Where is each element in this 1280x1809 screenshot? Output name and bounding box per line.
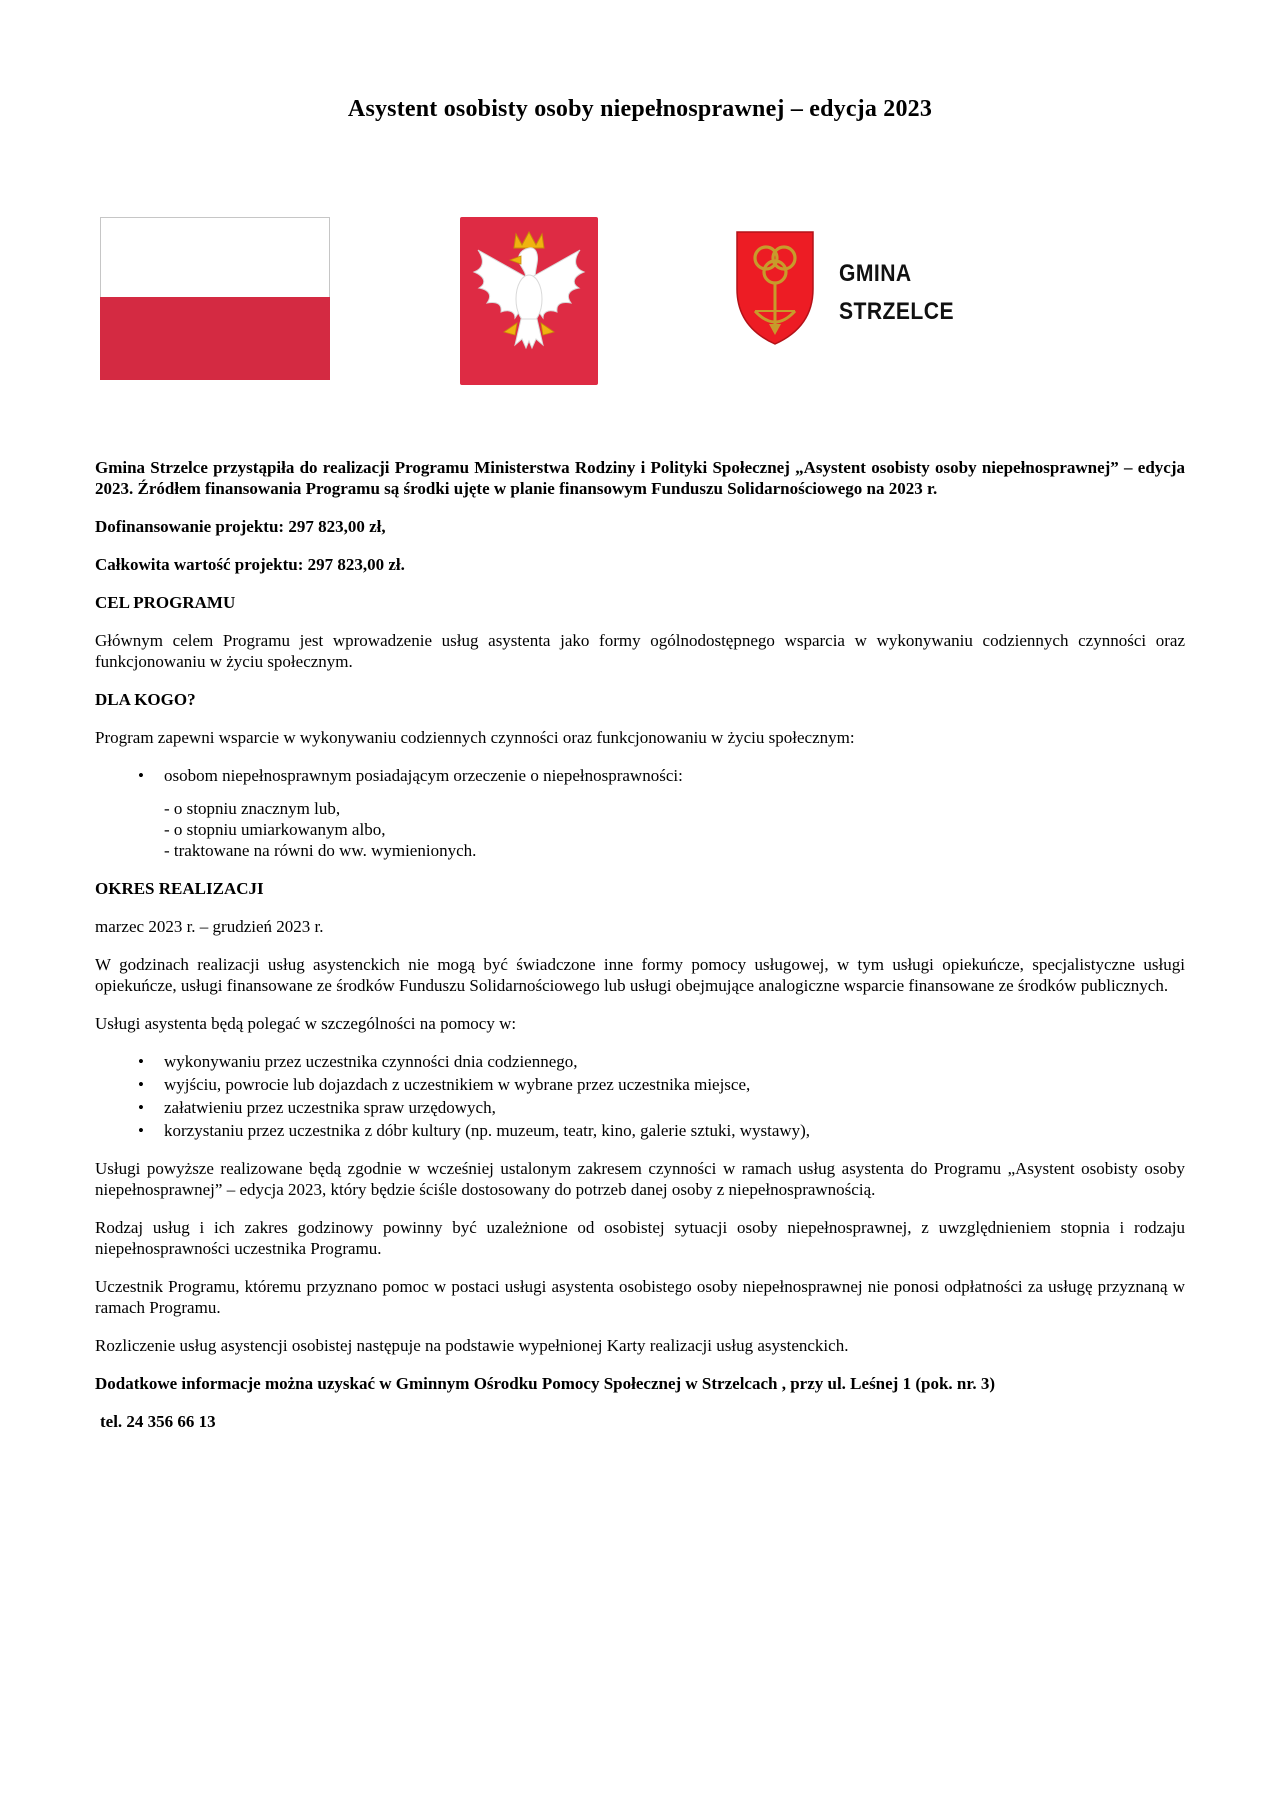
flag-red-stripe — [100, 297, 330, 380]
bullet-icon: • — [138, 1075, 144, 1094]
sublist-item: - o stopniu umiarkowanym albo, — [164, 820, 386, 839]
funding-line: Dofinansowanie projektu: 297 823,00 zł, — [95, 517, 386, 536]
gmina-strzelce-label — [839, 229, 954, 331]
document-body — [95, 457, 1185, 1432]
participant-paragraph: Uczestnik Programu, któremu przyznano pomoc w postaci usługi asystenta osobistego osoby niepełnosprawnej nie ponosi odpłatności za usługę przyznaną w ramach Programu. — [95, 1277, 1185, 1317]
list-item-text: załatwieniu przez uczestnika spraw urzędowych, — [164, 1098, 496, 1117]
settlement-paragraph: Rozliczenie usług asystencji osobistej następuje na podstawie wypełnionej Karty realizacji usług asystenckich. — [95, 1336, 849, 1355]
services-list — [95, 1051, 1185, 1141]
poland-flag-image — [100, 217, 330, 379]
period-heading: OKRES REALIZACJI — [95, 879, 264, 898]
sublist-item: - o stopniu znacznym lub, — [164, 799, 341, 818]
gmina-strzelce-crest-icon — [733, 229, 817, 347]
gmina-label-line1: GMINA — [839, 260, 912, 287]
who-heading: DLA KOGO? — [95, 690, 196, 709]
list-item — [95, 1051, 1185, 1072]
rules-paragraph: W godzinach realizacji usług asystenckich nie mogą być świadczone inne formy pomocy usługowej, w tym usługi opiekuńcze, specjalistyczne usługi opiekuńcze, usługi finansowane ze środków Funduszu Solidarnościowego lub usługi obejmujące analogiczne wsparcie finansowane ze środków publicznych. — [95, 955, 1185, 995]
poland-coat-of-arms-image — [460, 217, 598, 385]
goal-paragraph: Głównym celem Programu jest wprowadzenie usług asystenta jako formy ogólnodostępnego wsparcia w wykonywaniu codziennych czynności oraz funkcjonowaniu w życiu społecznym. — [95, 631, 1185, 671]
who-list — [95, 765, 1185, 861]
list-item-text: wyjściu, powrocie lub dojazdach z uczestnikiem w wybrane przez uczestnika miejsce, — [164, 1075, 751, 1094]
who-paragraph: Program zapewni wsparcie w wykonywaniu codziennych czynności oraz funkcjonowaniu w życiu społecznym: — [95, 728, 855, 747]
total-value-line: Całkowita wartość projektu: 297 823,00 zł. — [95, 555, 405, 574]
scope-paragraph: Usługi powyższe realizowane będą zgodnie w wcześniej ustalonym zakresem czynności w ramach usług asystenta do Programu „Asystent osobisty osoby niepełnosprawnej” – edycja 2023, który będzie ściśle dostosowany do potrzeb danej osoby z niepełnosprawnością. — [95, 1159, 1185, 1199]
goal-heading: CEL PROGRAMU — [95, 593, 236, 612]
gmina-strzelce-logo — [733, 217, 970, 347]
who-sublist — [95, 798, 1185, 861]
list-item-text: osobom niepełnosprawnym posiadającym orzeczenie o niepełnosprawności: — [164, 766, 683, 785]
page-title: Asystent osobisty osoby niepełnosprawnej – edycja 2023 — [347, 96, 933, 122]
eagle-emblem-icon — [460, 217, 598, 385]
logos-row — [0, 217, 1280, 387]
period-paragraph: marzec 2023 r. – grudzień 2023 r. — [95, 917, 324, 936]
phone-line: tel. 24 356 66 13 — [100, 1412, 216, 1431]
bullet-icon: • — [138, 1098, 144, 1117]
bullet-icon: • — [138, 1052, 144, 1071]
services-intro-paragraph: Usługi asystenta będą polegać w szczególności na pomocy w: — [95, 1014, 517, 1033]
list-item-text: wykonywaniu przez uczestnika czynności dnia codziennego, — [164, 1052, 578, 1071]
list-item — [95, 1074, 1185, 1095]
list-item-text: korzystaniu przez uczestnika z dóbr kultury (np. muzeum, teatr, kino, galerie sztuki, wystawy), — [164, 1121, 811, 1140]
list-item — [95, 1097, 1185, 1118]
list-item — [95, 765, 1185, 786]
type-paragraph: Rodzaj usług i ich zakres godzinowy powinny być uzależnione od osobistej sytuacji osoby niepełnosprawnej, z uwzględnieniem stopnia i rodzaju niepełnosprawności uczestnika Programu. — [95, 1218, 1185, 1258]
contact-line: Dodatkowe informacje można uzyskać w Gminnym Ośrodku Pomocy Społecznej w Strzelcach , przy ul. Leśnej 1 (pok. nr. 3) — [95, 1374, 996, 1393]
intro-paragraph: Gmina Strzelce przystąpiła do realizacji Programu Ministerstwa Rodziny i Polityki Społecznej „Asystent osobisty osoby niepełnosprawnej” – edycja 2023. Źródłem finansowania Programu są środki ujęte w planie finansowym Funduszu Solidarnościowego na 2023 r. — [95, 458, 1185, 498]
sublist-item: - traktowane na równi do ww. wymienionych. — [164, 841, 477, 860]
flag-white-stripe — [100, 217, 330, 297]
gmina-label-line2: STRZELCE — [839, 298, 954, 325]
list-item — [95, 1120, 1185, 1141]
bullet-icon: • — [138, 1121, 144, 1140]
bullet-icon: • — [138, 766, 144, 785]
